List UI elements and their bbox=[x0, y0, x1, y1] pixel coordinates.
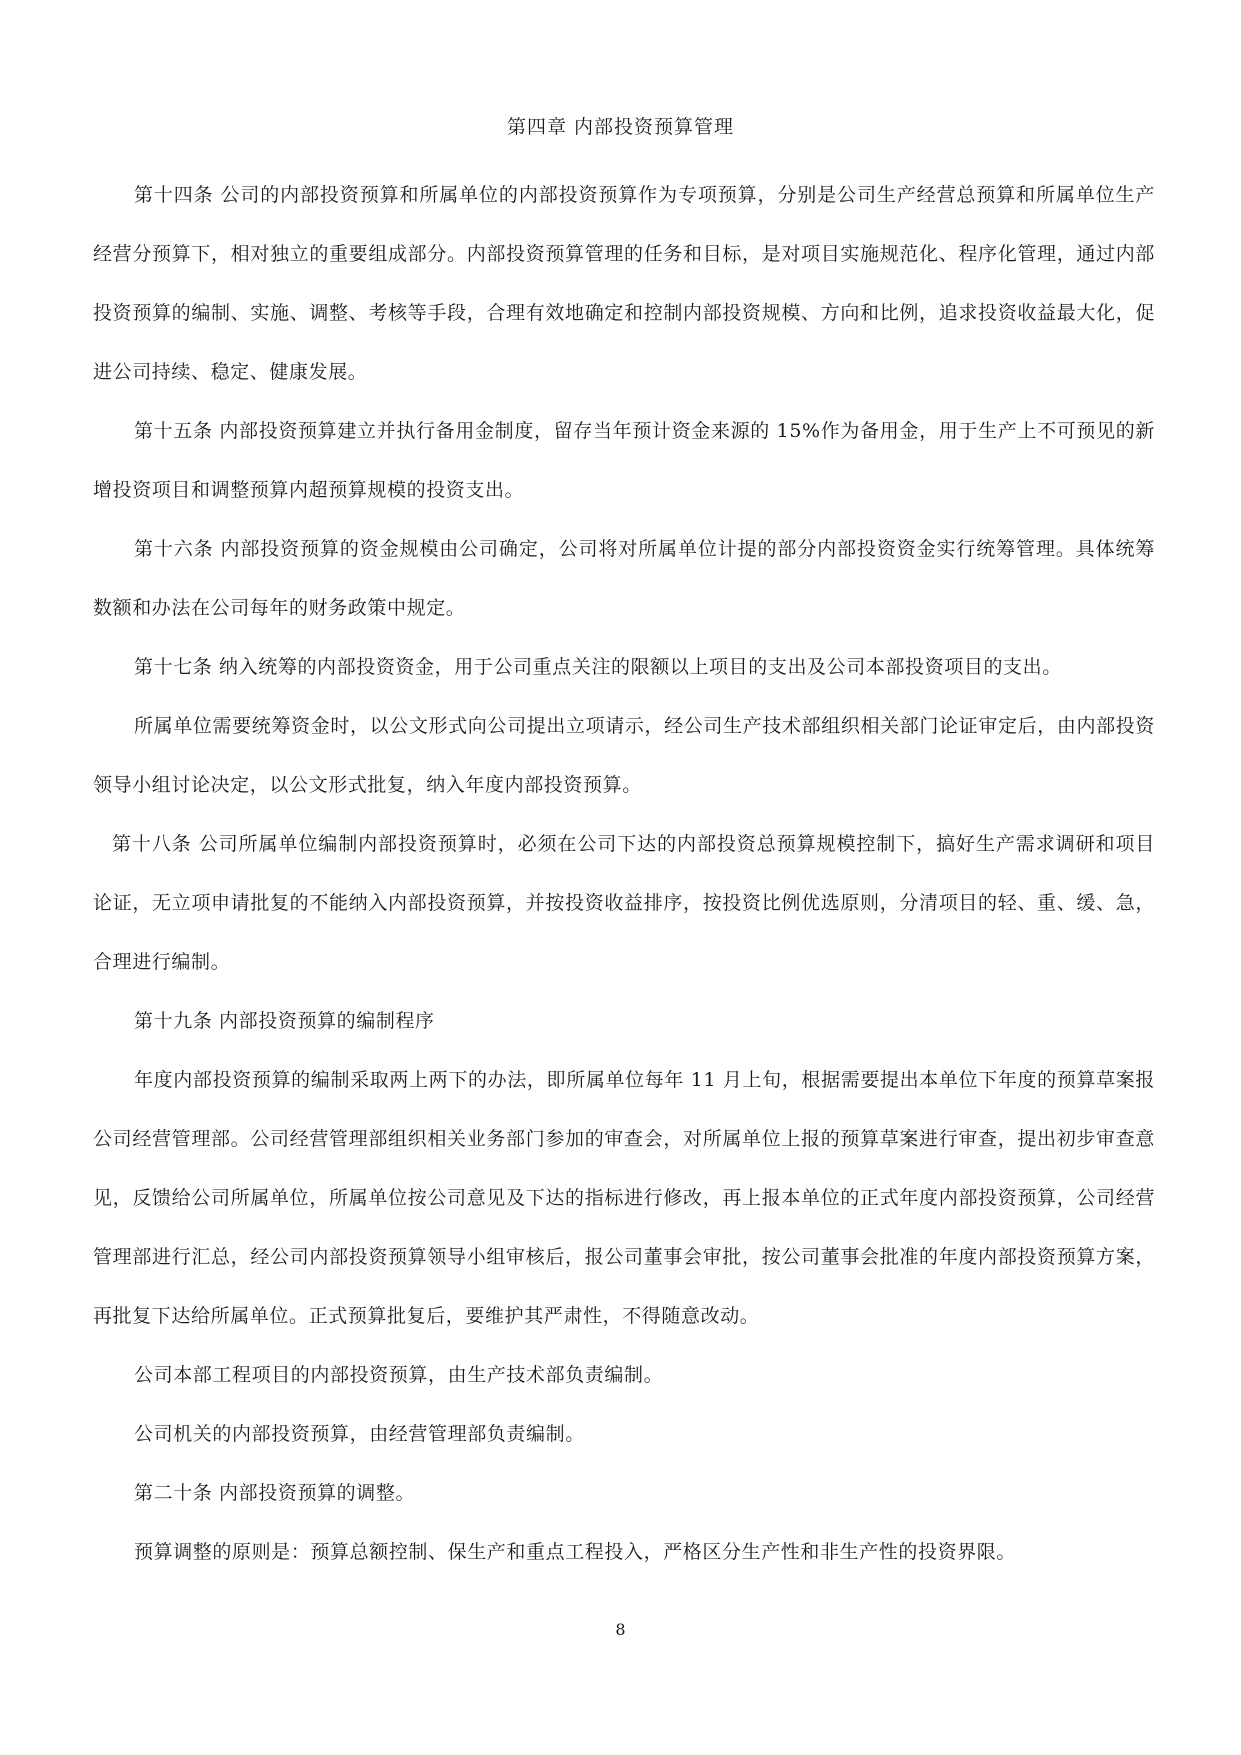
headquarters-project-paragraph: 公司本部工程项目的内部投资预算，由生产技术部负责编制。 bbox=[134, 1364, 664, 1386]
article-14-paragraph: 第十四条 公司的内部投资预算和所属单位的内部投资预算作为专项预算，分别是公司生产经营总预算和所属单位生产经营分预算下，相对独立的重要组成部分。内部投资预算管理的任务和目标，是对项目实施规范化、程序化管理，通过内部投资预算的编制、实施、调整、考核等手段，合理有效地确定和控制内部投资规模、方向和比例，追求投资收益最大化，促进公司持续、稳定、健康发展。 bbox=[93, 184, 1155, 383]
page-number: 8 bbox=[615, 1620, 626, 1639]
article-15-paragraph: 第十五条 内部投资预算建立并执行备用金制度，留存当年预计资金来源的 15%作为备用金，用于生产上不可预见的新增投资项目和调整预算内超预算规模的投资支出。 bbox=[93, 420, 1155, 501]
article-19-procedure-paragraph: 年度内部投资预算的编制采取两上两下的办法，即所属单位每年 11 月上旬，根据需要提出本单位下年度的预算草案报公司经营管理部。公司经营管理部组织相关业务部门参加的审查会，对所属单位上报的预算草案进行审查，提出初步审查意见，反馈给公司所属单位，所属单位按公司意见及下达的指标进行修改，再上报本单位的正式年度内部投资预算，公司经营管理部进行汇总，经公司内部投资预算领导小组审核后，报公司董事会审批，按公司董事会批准的年度内部投资预算方案，再批复下达给所属单位。正式预算批复后，要维护其严肃性，不得随意改动。 bbox=[93, 1069, 1155, 1327]
company-office-paragraph: 公司机关的内部投资预算，由经营管理部负责编制。 bbox=[134, 1423, 585, 1445]
document-body bbox=[93, 166, 1155, 1582]
article-17-paragraph: 第十七条 纳入统筹的内部投资资金，用于公司重点关注的限额以上项目的支出及公司本部投资项目的支出。 bbox=[134, 656, 1062, 678]
article-18-paragraph: 第十八条 公司所属单位编制内部投资预算时，必须在公司下达的内部投资总预算规模控制下，搞好生产需求调研和项目论证，无立项申请批复的不能纳入内部投资预算，并按投资收益排序，按投资比例优选原则，分清项目的轻、重、缓、急，合理进行编制。 bbox=[93, 833, 1155, 973]
article-16-paragraph: 第十六条 内部投资预算的资金规模由公司确定，公司将对所属单位计提的部分内部投资资金实行统筹管理。具体统筹数额和办法在公司每年的财务政策中规定。 bbox=[93, 538, 1155, 619]
adjustment-principle-paragraph: 预算调整的原则是：预算总额控制、保生产和重点工程投入，严格区分生产性和非生产性的投资界限。 bbox=[134, 1541, 1017, 1563]
article-20-heading: 第二十条 内部投资预算的调整。 bbox=[134, 1482, 416, 1504]
chapter-title: 第四章 内部投资预算管理 bbox=[506, 116, 735, 138]
article-19-heading: 第十九条 内部投资预算的编制程序 bbox=[134, 1010, 435, 1032]
article-17-clause-paragraph: 所属单位需要统筹资金时，以公文形式向公司提出立项请示，经公司生产技术部组织相关部门论证审定后，由内部投资领导小组讨论决定，以公文形式批复，纳入年度内部投资预算。 bbox=[93, 715, 1155, 796]
